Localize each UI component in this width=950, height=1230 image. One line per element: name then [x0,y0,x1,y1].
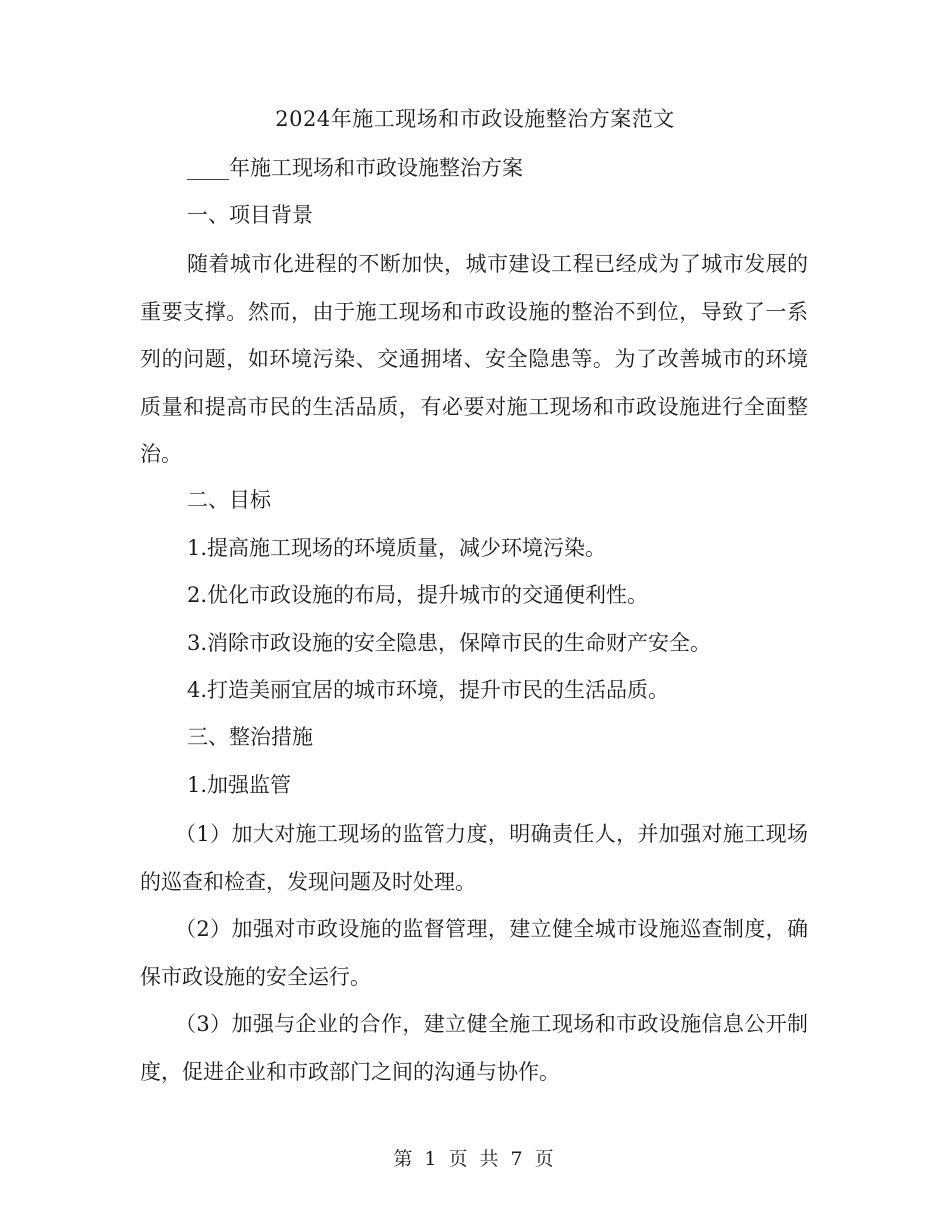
section-heading-measures: 三、整治措施 [187,725,313,749]
goal-item: 1.提高施工现场的环境质量，减少环境污染。 [187,536,607,560]
document-subtitle: ____年施工现场和市政设施整治方案 [187,156,523,180]
measure-item: （2）加强对市政设施的监督管理，建立健全城市设施巡查制度，确保市政设施的安全运行。 [140,917,808,989]
goal-item: 4.打造美丽宜居的城市环境，提升市民的生活品质。 [187,678,670,702]
document-title: 2024年施工现场和市政设施整治方案范文 [275,107,675,131]
page-number-footer: 第 1 页 共 7 页 [393,1148,557,1170]
section-heading-background: 一、项目背景 [187,203,313,227]
goal-item: 2.优化市政设施的布局，提升城市的交通便利性。 [187,583,649,607]
background-paragraph: 随着城市化进程的不断加快，城市建设工程已经成为了城市发展的重要支撑。然而，由于施工现场和市政设施的整治不到位，导致了一系列的问题，如环境污染、交通拥堵、安全隐患等。为了改善城市的环境质量和提高市民的生活品质，有必要对施工现场和市政设施进行全面整治。 [140,252,808,466]
section-heading-goals: 二、目标 [187,488,271,512]
measure-heading: 1.加强监管 [187,773,292,797]
goal-item: 3.消除市政设施的安全隐患，保障市民的生命财产安全。 [187,631,712,655]
measure-item: （3）加强与企业的合作，建立健全施工现场和市政设施信息公开制度，促进企业和市政部门之间的沟通与协作。 [140,1012,808,1084]
measure-item: （1）加大对施工现场的监管力度，明确责任人，并加强对施工现场的巡查和检查，发现问题及时处理。 [140,822,808,894]
